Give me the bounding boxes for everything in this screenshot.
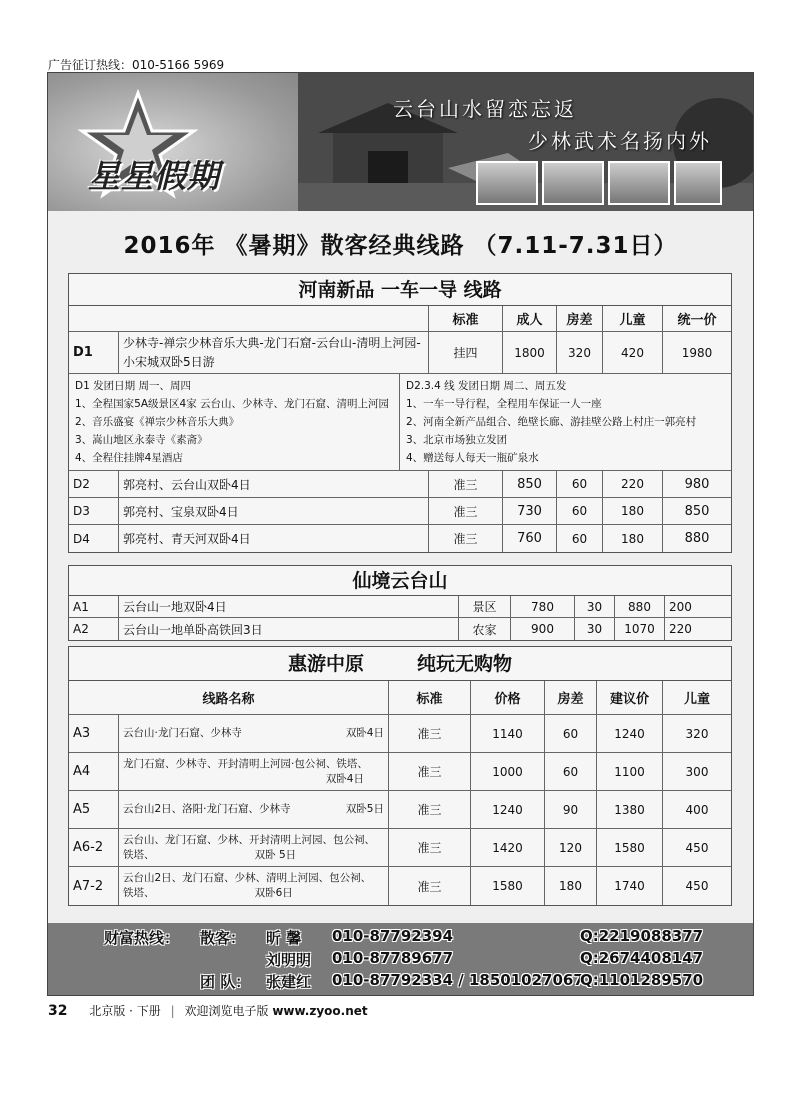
zhongyuan-section bbox=[68, 646, 732, 906]
table-header-row: 线路名称 标准 价格 房差 建议价 儿童 bbox=[69, 681, 731, 715]
team-label: 团 队： bbox=[200, 973, 251, 991]
info-left: D1 发团日期 周一、周四 1、全程国家5A级景区4家 云台山、少林寺、龙门石窟、清明上河园 2、音乐盛宴《禅宗少林音乐大典》 3、嵩山地区永泰寺《素斋》 4、全程住挂牌4星酒店 bbox=[69, 374, 400, 470]
table-row: A4 龙门石窟、少林寺、开封清明上河园·包公祠、铁塔、 双卧4日 准三 1000 60 1100 300 bbox=[69, 753, 731, 791]
logo-text: 星星假期 bbox=[88, 157, 221, 195]
ad-hotline: 广告征订热线：010-5166 5969 bbox=[48, 58, 225, 72]
contact-name: 昕 馨 bbox=[266, 929, 302, 947]
yuntai-section bbox=[68, 565, 732, 641]
site-url[interactable]: www.zyoo.net bbox=[272, 1004, 368, 1018]
san-label: 散客： bbox=[200, 929, 246, 947]
contact-qq: Q:2674408147 bbox=[580, 949, 704, 967]
table-header-row: 标准 成人 房差 儿童 统一价 bbox=[69, 306, 731, 332]
thumb-photo bbox=[476, 161, 538, 205]
section-heading: 仙境云台山 bbox=[69, 566, 731, 596]
contact-phone: 010-87789677 bbox=[332, 949, 454, 967]
contact-footer bbox=[48, 923, 753, 995]
table-row: D3 郭亮村、宝泉双卧4日 准三 730 60 180 850 bbox=[69, 498, 731, 525]
logo-area bbox=[48, 73, 298, 211]
welcome-text: 欢迎浏览电子版 bbox=[184, 1004, 269, 1018]
table-row: D4 郭亮村、青天河双卧4日 准三 760 60 180 880 bbox=[69, 525, 731, 552]
contact-phone: 010-87792394 bbox=[332, 927, 454, 945]
henan-section bbox=[68, 273, 732, 553]
table-row: A2 云台山一地单卧高铁回3日 农家 900 30 1070 220 bbox=[69, 618, 731, 640]
table-row: A7-2 云台山2日、龙门石窟、少林、清明上河园、包公祠、 铁塔、 双卧6日 准三 1580 180 1740 450 bbox=[69, 867, 731, 905]
table-row: D2 郭亮村、云台山双卧4日 准三 850 60 220 980 bbox=[69, 471, 731, 498]
table-row: A6-2 云台山、龙门石窟、少林、开封清明上河园、包公祠、 铁塔、 双卧 5日 准三 1420 120 1580 450 bbox=[69, 829, 731, 867]
page-footer: 32 北京版 · 下册 | 欢迎浏览电子版 www.zyoo.net bbox=[48, 1003, 368, 1019]
section-heading: 惠游中原 纯玩无购物 bbox=[69, 647, 731, 681]
contact-phone: 010-87792334 / 18501027067 bbox=[332, 971, 584, 989]
table-row: D1 少林寺-禅宗少林音乐大典-龙门石窟-云台山-清明上河园-小宋城双卧5日游 挂四 1800 320 420 1980 bbox=[69, 332, 731, 374]
info-right: D2.3.4 线 发团日期 周二、周五发 1、一车一导行程，全程用车保证一人一座 2、河南全新产品组合、绝壁长廊、游挂壁公路上村庄一郭亮村 3、北京市场独立发团 4、赠送每人每天一瓶矿泉水 bbox=[406, 380, 697, 464]
route-info bbox=[69, 374, 731, 471]
contact-name: 张建红 bbox=[266, 973, 312, 991]
main-title: 2016年 《暑期》散客经典线路 （7.11-7.31日） bbox=[123, 233, 678, 259]
table-row: A1 云台山一地双卧4日 景区 780 30 880 200 bbox=[69, 596, 731, 618]
banner bbox=[48, 73, 753, 211]
thumb-photo bbox=[674, 161, 722, 205]
advert-frame bbox=[47, 72, 754, 996]
hotline-label: 财富热线： bbox=[104, 929, 180, 947]
contact-qq: Q:2219088377 bbox=[580, 927, 704, 945]
thumb-photo bbox=[542, 161, 604, 205]
table-row: A3 云台山·龙门石窟、少林寺 双卧4日 准三 1140 60 1240 320 bbox=[69, 715, 731, 753]
slogan-1: 云台山水留恋忘返 bbox=[393, 97, 577, 121]
contact-qq: Q:1101289570 bbox=[580, 971, 704, 989]
thumb-photo bbox=[608, 161, 670, 205]
page-number: 32 bbox=[48, 1003, 68, 1019]
contact-name: 刘明明 bbox=[266, 951, 312, 969]
table-row: A5 云台山2日、洛阳·龙门石窟、少林寺 双卧5日 准三 1240 90 1380 400 bbox=[69, 791, 731, 829]
section-heading: 河南新品 一车一导 线路 bbox=[69, 274, 731, 306]
slogan-2: 少林武术名扬内外 bbox=[528, 129, 712, 153]
edition: 北京版 · 下册 bbox=[89, 1004, 161, 1018]
